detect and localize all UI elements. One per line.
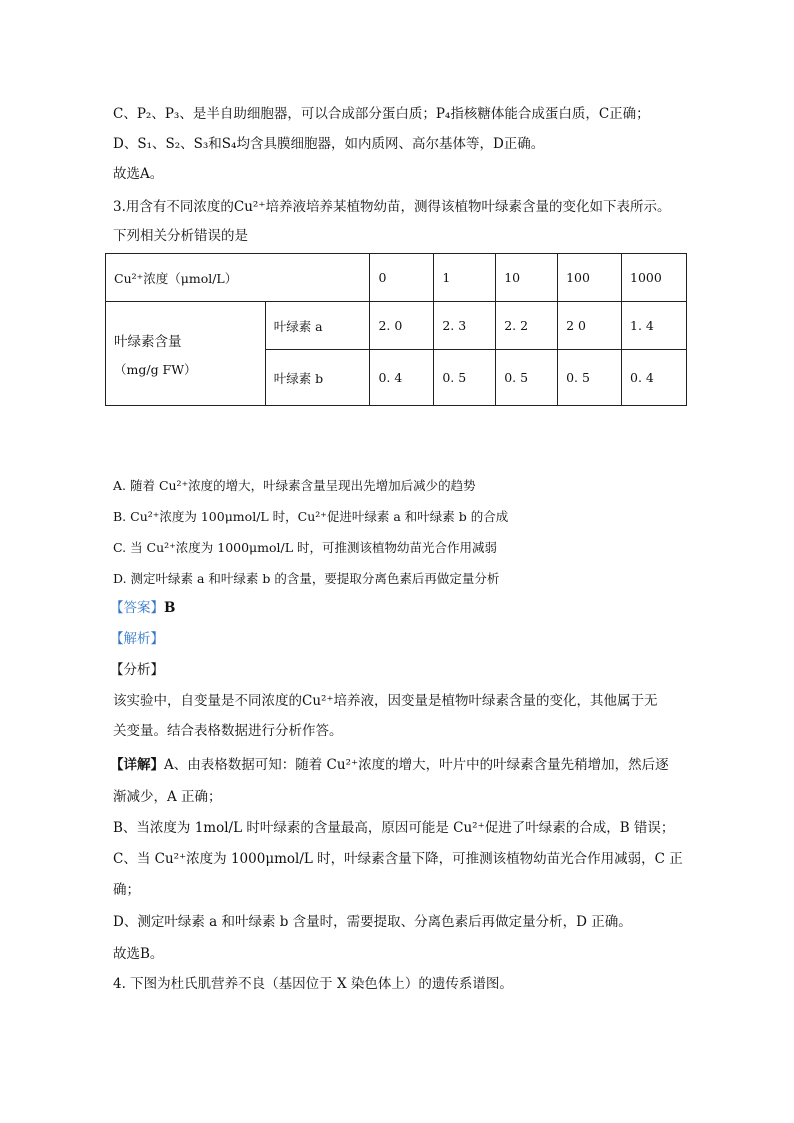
question-3-stem: 3.用含有不同浓度的Cu²⁺培养液培养某植物幼苗，测得该植物叶绿素含量的变化如下表所示。 (113, 199, 671, 215)
table-header-cell: 10 (496, 254, 558, 302)
table-cell: 1. 4 (622, 302, 687, 350)
fenxi-tag: 【分析】 (110, 662, 164, 678)
text-line: D、S₁、S₂、S₃和S₄均含具膜细胞器，如内质网、高尔基体等，D正确。 (113, 136, 545, 152)
table-cell: 2. 3 (434, 302, 496, 350)
answer-value: B (164, 600, 176, 616)
table-cell: 0. 5 (434, 350, 496, 406)
table-header-row (106, 254, 687, 302)
option-c: C. 当 Cu²⁺浓度为 1000μmol/L 时，可推测该植物幼苗光合作用减弱 (113, 540, 498, 555)
option-d: D. 测定叶绿素 a 和叶绿素 b 的含量，要提取分离色素后再做定量分析 (113, 571, 500, 586)
text-line: 确； (113, 882, 140, 898)
group-label-line: 叶绿素含量 (114, 333, 182, 350)
table-row-label: 叶绿素 b (265, 350, 370, 406)
text-line: 故选A。 (113, 166, 164, 182)
group-label-unit: （mg/g FW） (114, 361, 197, 377)
text-line: 故选B。 (113, 946, 164, 962)
answer-line (110, 598, 175, 618)
table-group-label (106, 302, 266, 406)
table-header-cell: 1000 (622, 254, 687, 302)
table-cell: 0. 5 (496, 350, 558, 406)
table-row-label: 叶绿素 a (265, 302, 370, 350)
table-header-cell: 0 (370, 254, 434, 302)
question-4-stem: 4. 下图为杜氏肌营养不良（基因位于 X 染色体上）的遗传系谱图。 (113, 976, 513, 992)
option-a: A. 随着 Cu²⁺浓度的增大，叶绿素含量呈现出先增加后减少的趋势 (113, 478, 476, 493)
table-cell: 2. 0 (370, 302, 434, 350)
text-line: 渐减少，A 正确； (113, 789, 222, 805)
option-b: B. Cu²⁺浓度为 100μmol/L 时，Cu²⁺促进叶绿素 a 和叶绿素 b 的合成 (113, 509, 509, 524)
table-cell: 0. 5 (558, 350, 622, 406)
analysis-tag: 【解析】 (110, 631, 164, 647)
text-line: C、当 Cu²⁺浓度为 1000μmol/L 时，叶绿素含量下降，可推测该植物幼苗光合作用减弱，C 正 (113, 851, 683, 867)
table-row (106, 302, 687, 350)
detail-line (110, 755, 669, 775)
text-line: 该实验中，自变量是不同浓度的Cu²⁺培养液，因变量是植物叶绿素含量的变化，其他属于无 (113, 693, 658, 709)
answer-tag: 【答案】 (110, 600, 164, 616)
detail-text: A、由表格数据可知：随着 Cu²⁺浓度的增大，叶片中的叶绿素含量先稍增加，然后逐 (164, 757, 669, 773)
detail-tag: 【详解】 (110, 757, 164, 773)
table-cell: 2. 2 (496, 302, 558, 350)
chlorophyll-table (105, 253, 687, 406)
table-header-label: Cu²⁺浓度（μmol/L） (106, 254, 370, 302)
text-line: B、当浓度为 1mol/L 时叶绿素的含量最高，原因可能是 Cu²⁺促进了叶绿素的合成，B 错误； (113, 820, 675, 836)
text-line: 关变量。结合表格数据进行分析作答。 (113, 723, 343, 739)
table-header-cell: 1 (434, 254, 496, 302)
text-line: D、测定叶绿素 a 和叶绿素 b 含量时，需要提取、分离色素后再做定量分析，D 正确。 (113, 914, 632, 930)
table-cell: 0. 4 (622, 350, 687, 406)
text-line: C、P₂、P₃、是半自助细胞器，可以合成部分蛋白质；P₄指核糖体能合成蛋白质，C正确； (113, 106, 650, 122)
table-header-cell: 100 (558, 254, 622, 302)
table-cell: 2 0 (558, 302, 622, 350)
table-cell: 0. 4 (370, 350, 434, 406)
question-3-stem: 下列相关分析错误的是 (113, 228, 248, 244)
